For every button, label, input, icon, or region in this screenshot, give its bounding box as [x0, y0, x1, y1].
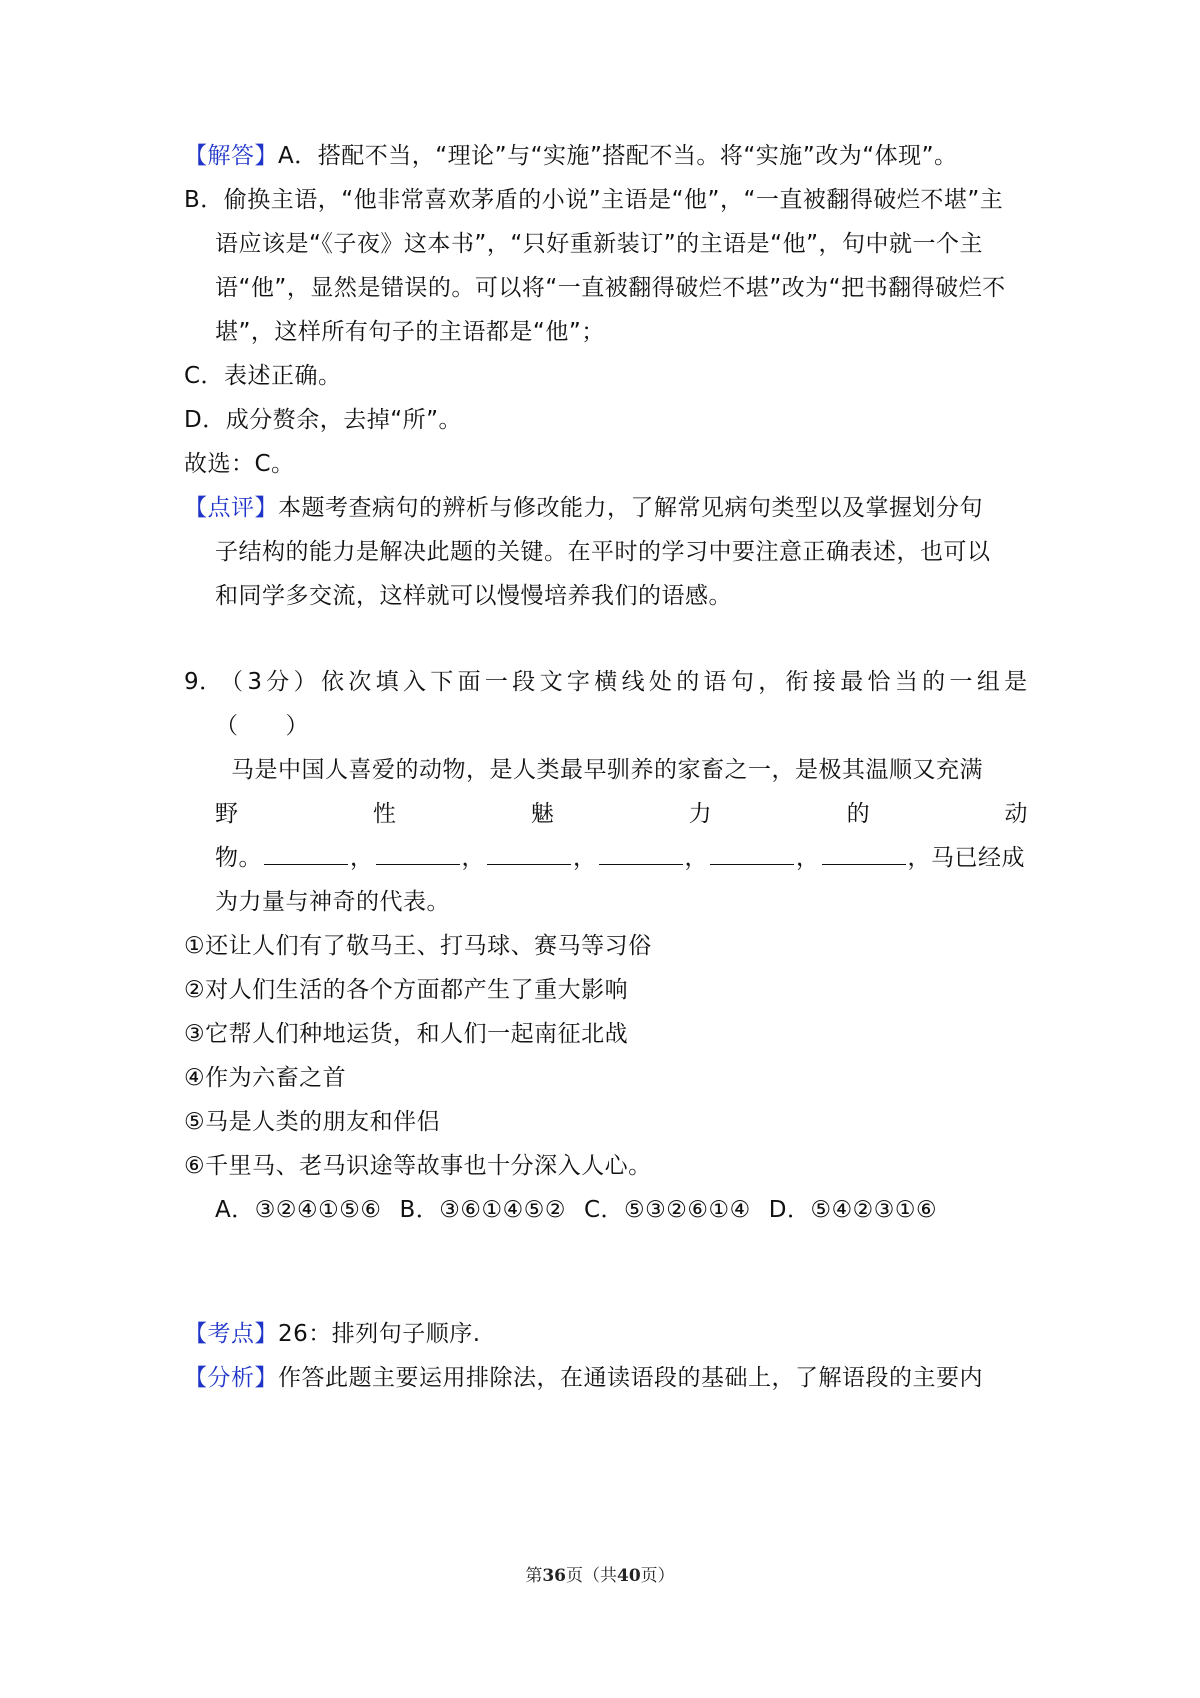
stem-char: 段: [512, 669, 536, 695]
stem-char: 的: [676, 669, 700, 695]
stem-char: 恰: [867, 669, 892, 695]
stem-char: 入: [402, 669, 427, 695]
stem-char: 衔: [785, 669, 810, 695]
passage-line-2: [215, 798, 1028, 830]
answer-b-line-2: 语应该是“《子夜》这本书”，“只好重新装订”的主语是“他”，句中就一个主: [215, 231, 983, 257]
page-footer: [0, 1561, 1200, 1586]
answer-text-a: A．搭配不当，“理论”与“实施”搭配不当。将“实施”改为“体现”。: [278, 143, 958, 169]
option-b: B．③⑥①④⑤②: [399, 1197, 566, 1223]
footer-total-pages: 40: [617, 1566, 641, 1586]
stem-char: 横: [594, 669, 618, 695]
stem-char: 当: [894, 669, 919, 695]
stem-char: 接: [812, 669, 837, 695]
sentence-item: ③它帮人们种地运货，和人们一起南征北战: [184, 1021, 629, 1047]
stem-char: 面: [457, 669, 482, 695]
analysis-tag: 【分析】: [184, 1365, 278, 1391]
passage-end: ，马已经成: [907, 845, 1025, 871]
blank-6: [822, 842, 906, 865]
comma: ，: [796, 845, 820, 871]
answer-choice: 故选：C。: [184, 451, 295, 477]
passage-line-1: 马是中国人喜爱的动物，是人类最早驯养的家畜之一，是极其温顺又充满: [231, 757, 983, 783]
blank-2: [376, 842, 460, 865]
blank-4: [599, 842, 683, 865]
passage-start: 物。: [215, 845, 262, 871]
stem-char: ）: [293, 669, 318, 695]
stem-char: 一: [484, 669, 509, 695]
stem-char: 依: [320, 669, 345, 695]
stem-char: 填: [375, 669, 400, 695]
passage-char: 性: [372, 801, 397, 827]
stem-char: ，: [758, 669, 782, 695]
stem-char: 字: [566, 669, 591, 695]
passage-char: 魅: [530, 801, 555, 827]
sentence-item: ①还让人们有了敬马王、打马球、赛马等习俗: [184, 933, 652, 959]
passage-line-3: [215, 842, 1028, 874]
blank-3: [487, 842, 571, 865]
stem-char: 语: [703, 669, 728, 695]
comma: ，: [350, 845, 374, 871]
option-c: C．⑤③②⑥①④: [583, 1197, 751, 1223]
passage-char: 野: [215, 801, 239, 827]
option-a: A．③②④①⑤⑥: [215, 1197, 382, 1223]
stem-char: 句: [730, 669, 755, 695]
stem-char: （: [220, 669, 244, 695]
stem-char: 组: [976, 669, 1001, 695]
analysis-text: 作答此题主要运用排除法，在通读语段的基础上，了解语段的主要内: [278, 1365, 983, 1391]
passage-line-4: 为力量与神奇的代表。: [215, 889, 450, 915]
point-tag: 【考点】: [184, 1321, 278, 1347]
answer-line-1: [184, 140, 1028, 172]
stem-char: 是: [1004, 669, 1028, 695]
answer-c: C．表述正确。: [184, 363, 342, 389]
question-number: 9．: [184, 669, 223, 695]
stem-char: 最: [840, 669, 864, 695]
question-paren: （ ）: [215, 713, 309, 739]
comment-line-3: 和同学多交流，这样就可以慢慢培养我们的语感。: [215, 583, 732, 609]
sentence-item: ②对人们生活的各个方面都产生了重大影响: [184, 977, 629, 1003]
stem-char: 的: [922, 669, 946, 695]
passage-char: 力: [688, 801, 713, 827]
comma: ，: [573, 845, 597, 871]
footer-suffix: 页）: [640, 1566, 675, 1586]
footer-page-number: 36: [542, 1566, 566, 1586]
answer-b-line-1: B．偷换主语，“他非常喜欢茅盾的小说”主语是“他”，“一直被翻得破烂不堪”主: [184, 187, 1004, 213]
comma: ，: [684, 845, 708, 871]
footer-prefix: 第: [525, 1566, 543, 1586]
passage-char: 动: [1004, 801, 1028, 827]
blank-1: [264, 842, 348, 865]
analysis-line: [184, 1362, 1028, 1394]
point-line: [184, 1318, 1028, 1350]
comma: ，: [461, 845, 485, 871]
stem-char: 次: [348, 669, 372, 695]
question-stem-text: [220, 666, 1028, 698]
answer-b-line-4: 堪”，这样所有句子的主语都是“他”；: [215, 319, 605, 345]
answer-d: D．成分赘余，去掉“所”。: [184, 407, 463, 433]
stem-char: 下: [430, 669, 454, 695]
answer-tag: 【解答】: [184, 143, 278, 169]
sentence-item: ⑥千里马、老马识途等故事也十分深入人心。: [184, 1153, 652, 1179]
stem-char: 一: [949, 669, 973, 695]
comment-tag: 【点评】: [184, 495, 278, 521]
passage-char: 的: [846, 801, 871, 827]
question-stem: [184, 666, 1028, 698]
stem-char: 分: [266, 669, 290, 695]
comment-line-2: 子结构的能力是解决此题的关键。在平时的学习中要注意正确表述，也可以: [215, 539, 991, 565]
stem-char: 3: [247, 669, 263, 695]
blank-5: [710, 842, 794, 865]
sentence-item: ④作为六畜之首: [184, 1065, 347, 1091]
answer-b-line-3: 语“他”，显然是错误的。可以将“一直被翻得破烂不堪”改为“把书翻得破烂不: [215, 275, 1006, 301]
answer-options: [215, 1194, 1028, 1226]
footer-middle: 页（共: [566, 1566, 617, 1586]
sentence-item: ⑤马是人类的朋友和伴侣: [184, 1109, 441, 1135]
comment-line-1: [184, 492, 1028, 524]
option-d: D．⑤④②③①⑥: [768, 1197, 938, 1223]
point-text: 26：排列句子顺序.: [278, 1321, 481, 1347]
stem-char: 文: [539, 669, 564, 695]
stem-char: 线: [621, 669, 646, 695]
comment-text-1: 本题考查病句的辨析与修改能力，了解常见病句类型以及掌握划分句: [278, 495, 983, 521]
stem-char: 处: [648, 669, 673, 695]
